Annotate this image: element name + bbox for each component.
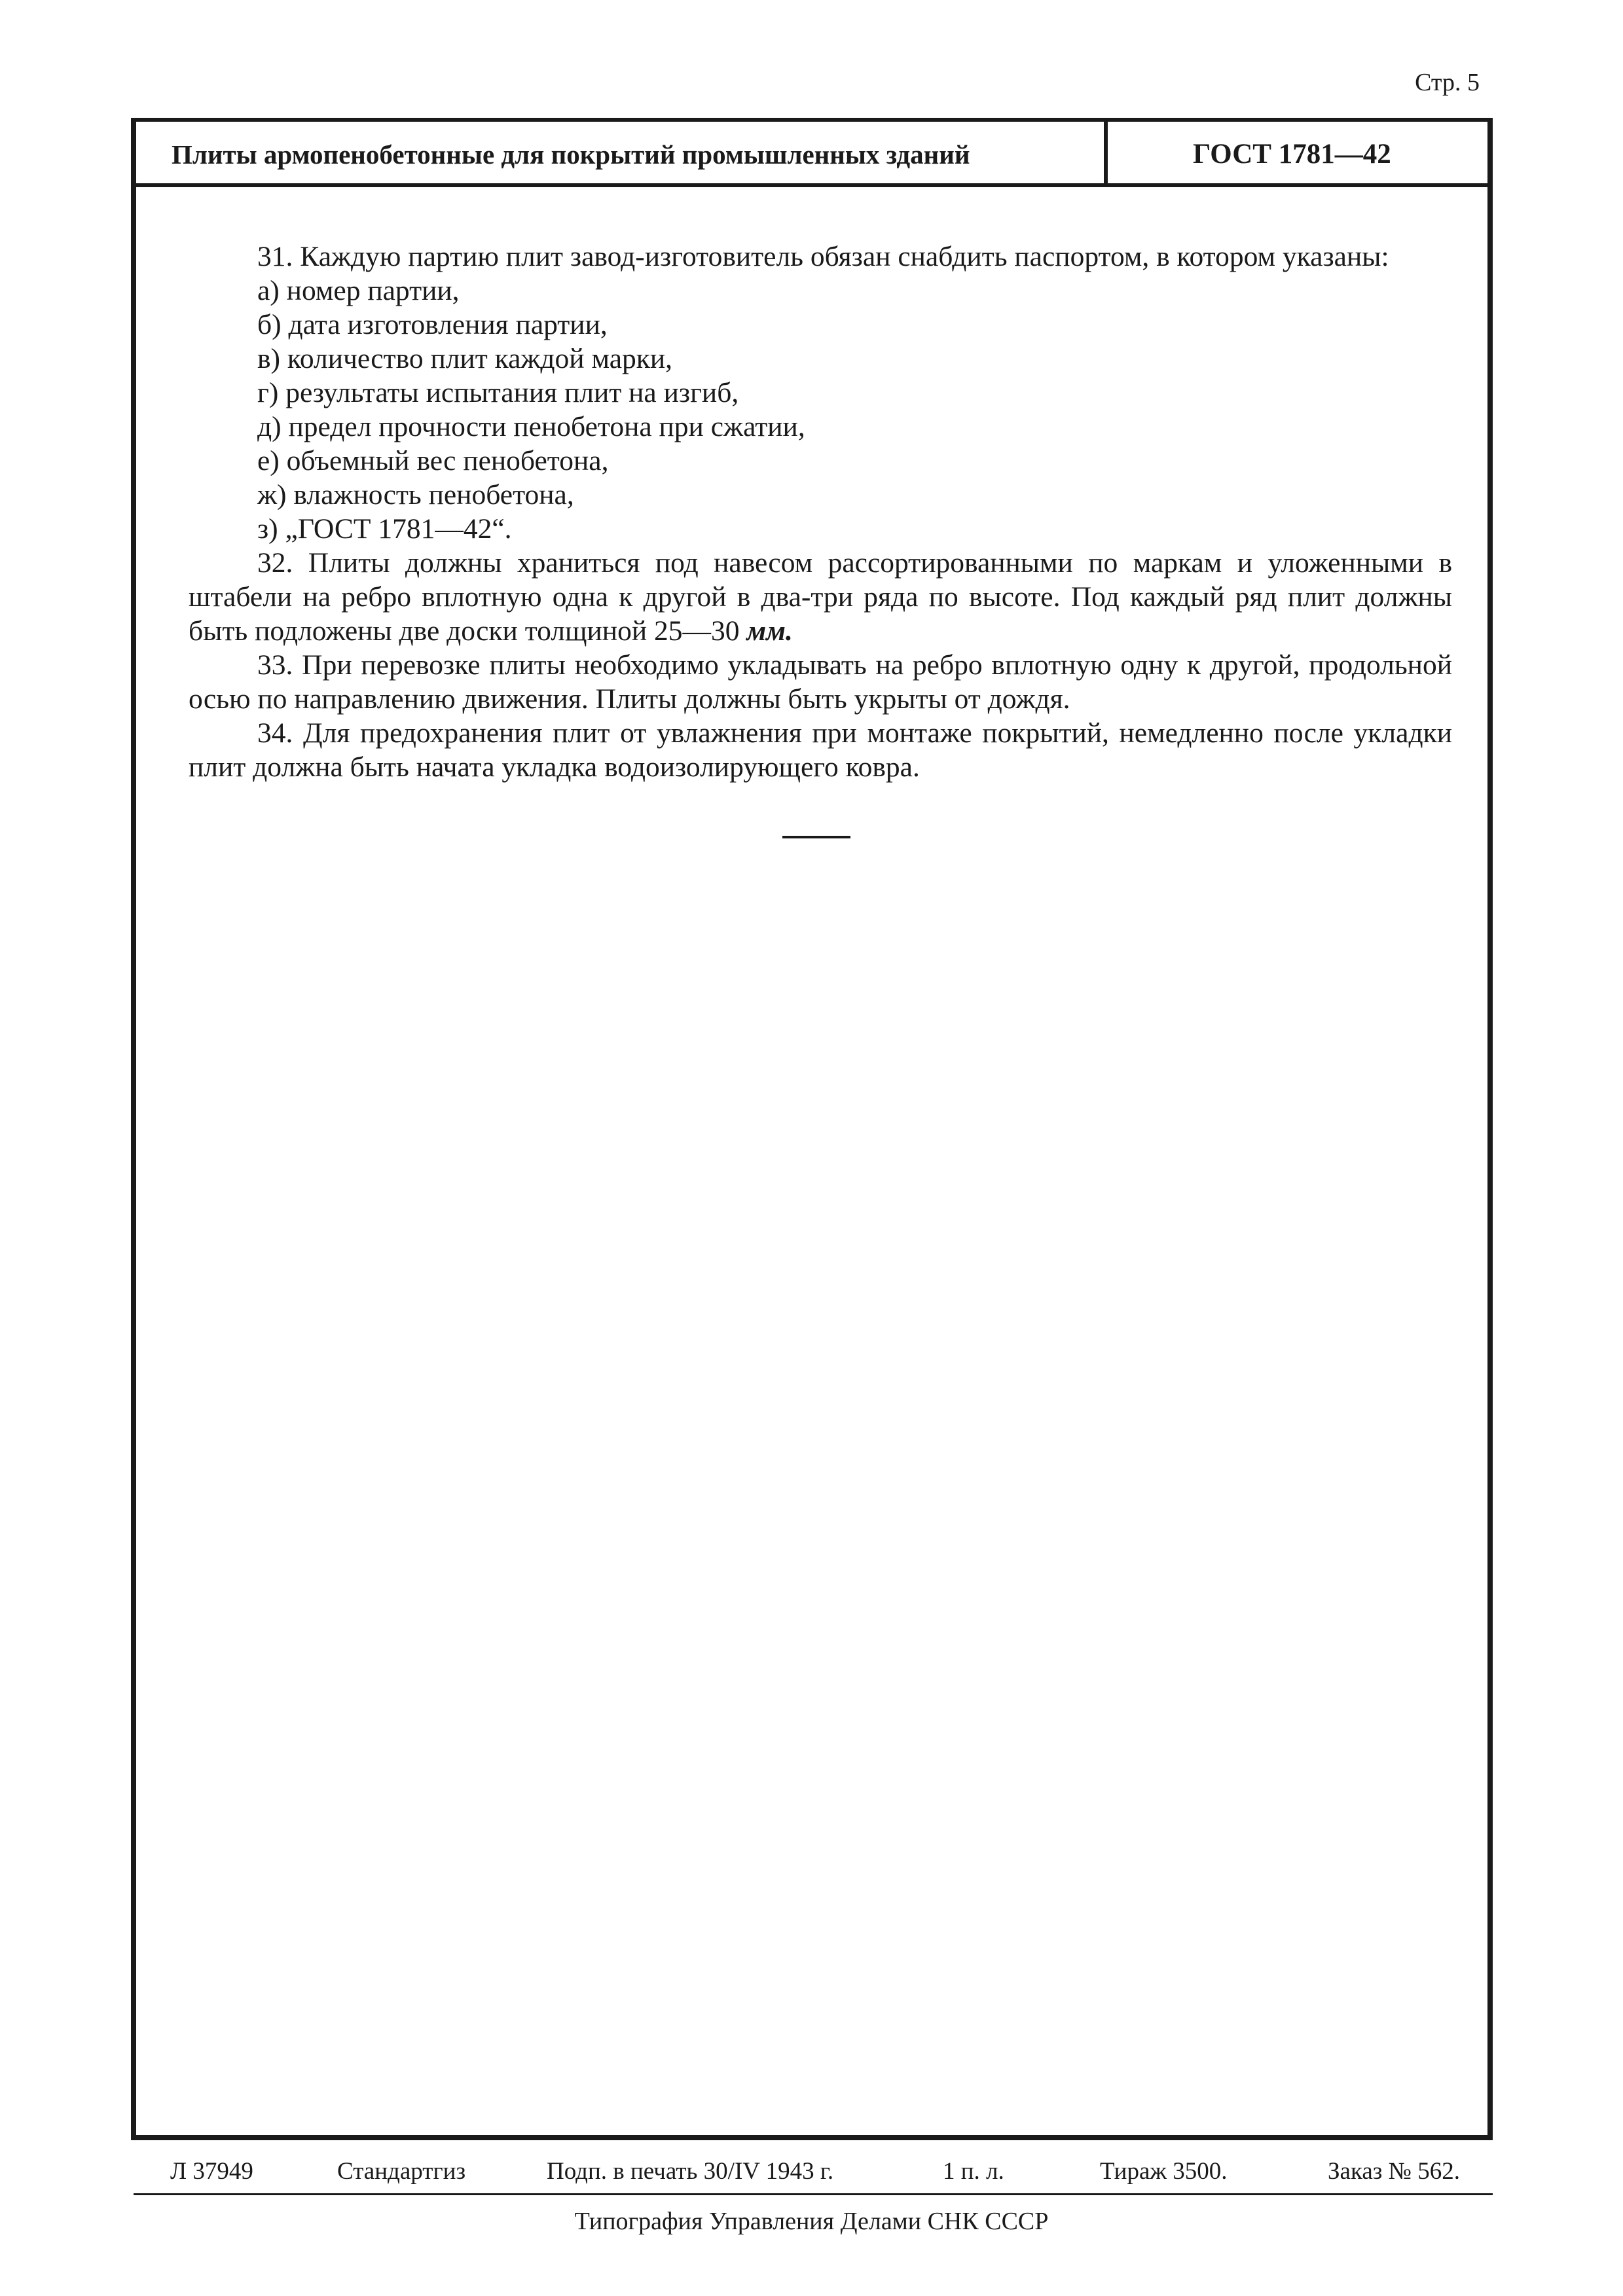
paragraph-31: 31. Каждую партию плит завод-изготовитель обязан снабдить паспортом, в котором указаны: <box>257 241 1389 272</box>
list-item: з) „ГОСТ 1781—42“. <box>257 513 512 545</box>
page-number: Стр. 5 <box>1415 69 1480 96</box>
list-item: в) количество плит каждой марки, <box>257 343 673 374</box>
footer-divider <box>134 2193 1493 2195</box>
license-number: Л 37949 <box>170 2158 253 2185</box>
end-of-text-dash <box>782 836 850 838</box>
page-frame <box>131 118 1493 2140</box>
list-item: е) объемный вес пенобетона, <box>257 445 609 476</box>
document-header <box>136 122 1487 187</box>
document-title: Плиты армопенобетонные для покрытий промышленных зданий <box>136 122 1108 183</box>
print-run: Тираж 3500. <box>1100 2158 1228 2185</box>
document-body <box>189 240 1452 784</box>
list-item: ж) влажность пенобетона, <box>257 479 574 511</box>
list-item: д) предел прочности пенобетона при сжатии, <box>257 411 805 442</box>
publisher: Стандартгиз <box>337 2158 466 2185</box>
standard-code: ГОСТ 1781—42 <box>1193 139 1391 170</box>
order-number: Заказ № 562. <box>1328 2158 1460 2185</box>
list-item: г) результаты испытания плит на изгиб, <box>257 377 739 408</box>
unit-mm: мм. <box>746 615 793 647</box>
list-item: б) дата изготовления партии, <box>257 309 608 340</box>
paragraph-32-text: 32. Плиты должны храниться под навесом рассортированными по маркам и уложенными в штабели на ребро вплотную одна к другой в два-три ряда по высоте. Под каждый ряд плит должны быть подложены две доски толщиной 25—30 <box>189 547 1452 647</box>
paragraph-33: 33. При перевозке плиты необходимо укладывать на ребро вплотную одну к другой, продольной осью по направлению движения. Плиты должны быть укрыты от дождя. <box>189 649 1452 715</box>
printed-sheets: 1 п. л. <box>943 2158 1004 2185</box>
list-item: а) номер партии, <box>257 275 460 306</box>
imprint-line <box>170 2153 1493 2190</box>
paragraph-32 <box>189 546 1452 648</box>
signed-for-print: Подп. в печать 30/IV 1943 г. <box>547 2158 834 2185</box>
printing-house: Типография Управления Делами СНК СССР <box>574 2208 1049 2235</box>
paragraph-34: 34. Для предохранения плит от увлажнения при монтаже покрытий, немедленно после укладки плит должна быть начата укладка водоизолирующего ковра. <box>189 717 1452 783</box>
